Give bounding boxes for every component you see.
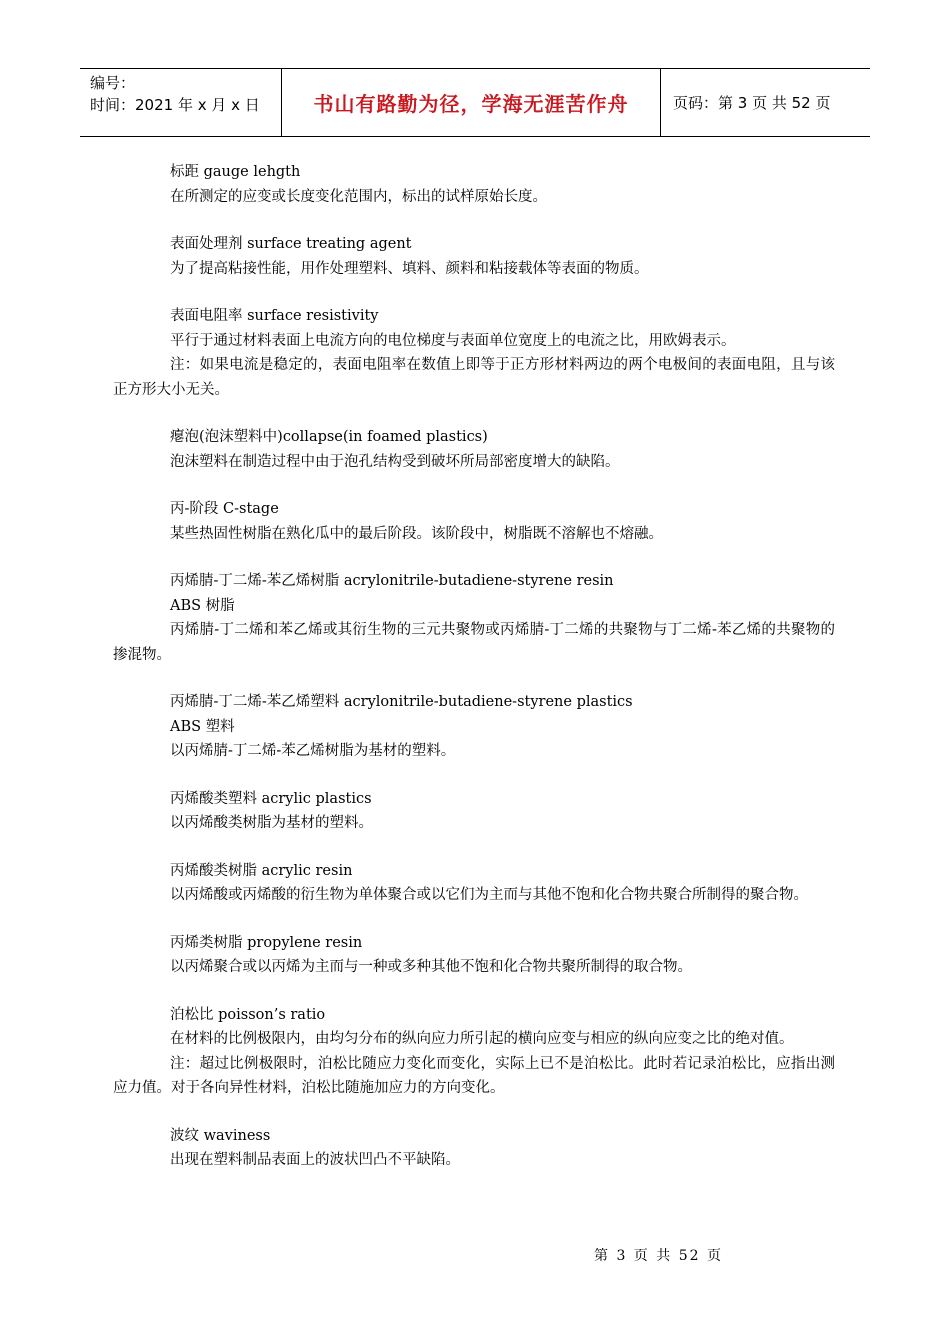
page-header bbox=[80, 68, 870, 137]
header-motto: 书山有路勤为径，学海无涯苦作舟 bbox=[313, 92, 629, 116]
entry-term: 丙烯腈-丁二烯-苯乙烯塑料 acrylonitrile-butadiene-styrene plastics bbox=[170, 694, 633, 710]
entry-definition: 以丙烯酸或丙烯酸的衍生物为单体聚合或以它们为主而与其他不饱和化合物共聚合所制得的聚合物。 bbox=[170, 887, 808, 903]
entry-definition: 以丙烯酸类树脂为基材的塑料。 bbox=[170, 815, 373, 831]
entry-term: 丙烯酸类树脂 acrylic resin bbox=[170, 862, 353, 879]
entry-term: 瘪泡(泡沫塑料中)collapse(in foamed plastics) bbox=[170, 429, 488, 445]
document-number-label: 编号： bbox=[90, 74, 136, 92]
header-page-info: 页码：第 3 页 共 52 页 bbox=[673, 94, 831, 112]
entry-definition: 泡沫塑料在制造过程中由于泡孔结构受到破坏所局部密度增大的缺陷。 bbox=[170, 453, 620, 470]
glossary-entry bbox=[113, 160, 835, 209]
document-date: 时间：2021 年 x 月 x 日 bbox=[90, 96, 260, 114]
entry-definition: 以丙烯聚合或以丙烯为主而与一种或多种其他不饱和化合物共聚所制得的取合物。 bbox=[170, 959, 692, 975]
entry-definition: 以丙烯腈-丁二烯-苯乙烯树脂为基材的塑料。 bbox=[170, 743, 456, 759]
entry-abbreviation: ABS 塑料 bbox=[170, 718, 235, 735]
glossary-entry bbox=[113, 1003, 835, 1101]
entry-term: 表面电阻率 surface resistivity bbox=[170, 308, 379, 324]
header-meta bbox=[80, 69, 282, 136]
document-body bbox=[113, 160, 835, 1196]
glossary-entry bbox=[113, 1124, 835, 1173]
header-motto-cell bbox=[282, 69, 661, 136]
entry-definition: 在材料的比例极限内，由均匀分布的纵向应力所引起的横向应变与相应的纵向应变之比的绝对值。 bbox=[170, 1031, 794, 1047]
glossary-entry bbox=[113, 569, 835, 667]
page-footer: 第 3 页 共 52 页 bbox=[594, 1248, 723, 1264]
glossary-entry bbox=[113, 787, 835, 836]
glossary-entry bbox=[113, 931, 835, 980]
entry-note: 注：如果电流是稳定的，表面电阻率在数值上即等于正方形材料两边的两个电极间的表面电阻，且与该正方形大小无关。 bbox=[113, 357, 835, 398]
glossary-entry bbox=[113, 859, 835, 908]
glossary-entry bbox=[113, 425, 835, 474]
entry-definition: 丙烯腈-丁二烯和苯乙烯或其衍生物的三元共聚物或丙烯腈-丁二烯的共聚物与丁二烯-苯乙烯的共聚物的掺混物。 bbox=[113, 622, 835, 663]
entry-term: 丙烯类树脂 propylene resin bbox=[170, 934, 363, 951]
entry-term: 表面处理剂 surface treating agent bbox=[170, 236, 412, 252]
glossary-entry bbox=[113, 690, 835, 764]
entry-term: 泊松比 poisson’s ratio bbox=[170, 1006, 326, 1023]
entry-definition: 出现在塑料制品表面上的波状凹凸不平缺陷。 bbox=[170, 1152, 460, 1168]
entry-definition: 为了提高粘接性能，用作处理塑料、填料、颜料和粘接载体等表面的物质。 bbox=[170, 260, 649, 277]
entry-term: 丙烯酸类塑料 acrylic plastics bbox=[170, 790, 372, 807]
glossary-entry bbox=[113, 232, 835, 281]
entry-definition: 在所测定的应变或长度变化范围内，标出的试样原始长度。 bbox=[170, 188, 547, 205]
entry-term: 波纹 waviness bbox=[170, 1127, 271, 1144]
entry-definition: 某些热固性树脂在熟化瓜中的最后阶段。该阶段中，树脂既不溶解也不熔融。 bbox=[170, 525, 663, 542]
glossary-entry bbox=[113, 497, 835, 546]
entry-term: 标距 gauge lehgth bbox=[170, 164, 301, 180]
entry-term: 丙烯腈-丁二烯-苯乙烯树脂 acrylonitrile-butadiene-styrene resin bbox=[170, 573, 614, 589]
entry-abbreviation: ABS 树脂 bbox=[170, 597, 235, 614]
entry-definition: 平行于通过材料表面上电流方向的电位梯度与表面单位宽度上的电流之比，用欧姆表示。 bbox=[170, 332, 736, 349]
entry-note: 注：超过比例极限时，泊松比随应力变化而变化，实际上已不是泊松比。此时若记录泊松比，应指出测应力值。对于各向异性材料，泊松比随施加应力的方向变化。 bbox=[113, 1055, 835, 1096]
entry-term: 丙-阶段 C-stage bbox=[170, 501, 279, 517]
glossary-entry bbox=[113, 304, 835, 402]
